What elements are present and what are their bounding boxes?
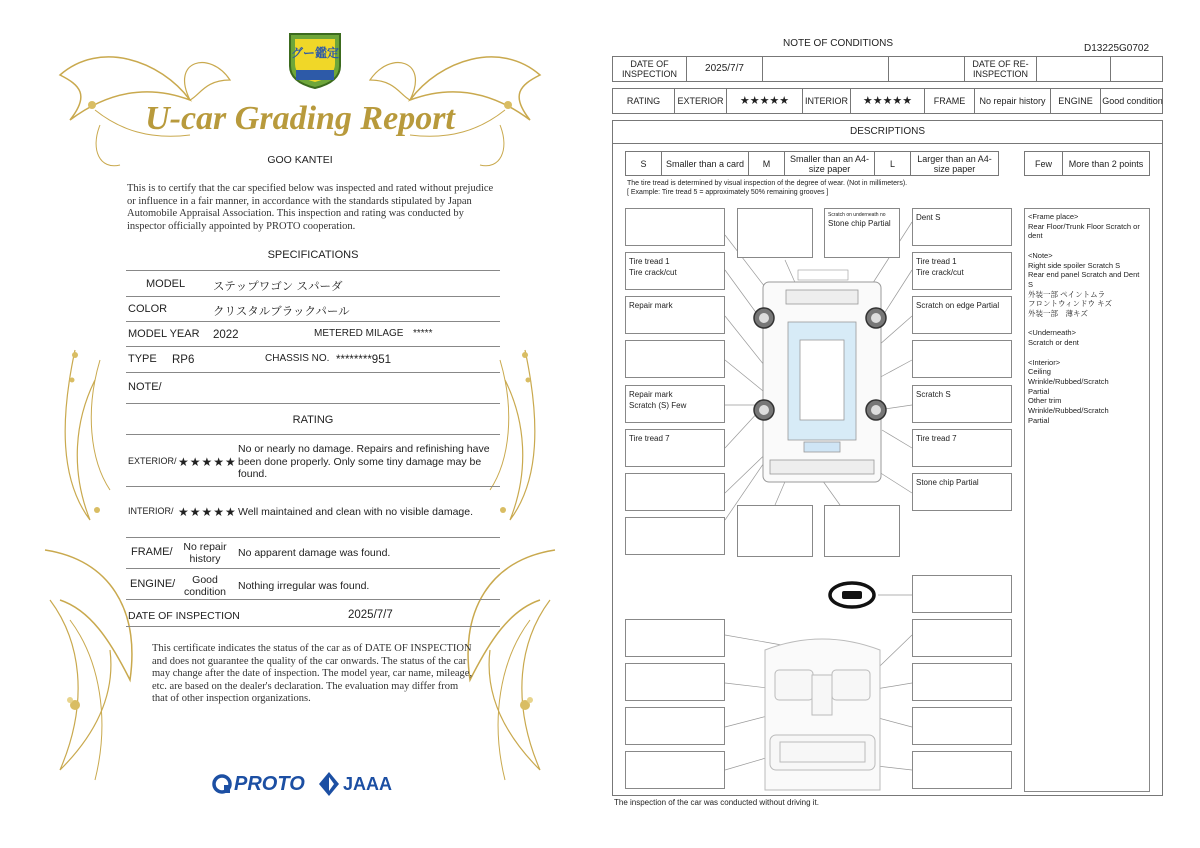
annotation-box [912,340,1012,378]
annotation-right-edge: Scratch on edge Partial [912,296,1012,334]
annotation-box [625,340,725,378]
goo-kantei-badge-icon [286,30,344,90]
engine-label: ENGINE [1051,89,1101,113]
annotation-box [824,505,900,557]
legend-s: S [626,152,662,175]
legend-s-desc: Smaller than a card [662,152,749,175]
interior-stars: ★★★★★ [178,505,237,519]
annotation-box [625,208,725,246]
engine-description: Nothing irregular was found. [238,580,370,592]
underneath-small-text: Scratch on underneath no [828,212,886,218]
divider [126,321,500,322]
divider [126,434,500,435]
divider [126,486,500,487]
annotation-right-front-tire: Tire tread 1 Tire crack/cut [912,252,1012,290]
proto-mark-icon [212,773,232,795]
annotation-box [912,663,1012,701]
annotation-box [912,707,1012,745]
date-of-inspection-label: DATE OF INSPECTION [613,57,687,81]
annotation-box [912,575,1012,613]
note-of-conditions [600,0,1200,848]
engine-value: Good condition [183,574,227,598]
legend-few-desc: More than 2 points [1068,158,1144,169]
mileage-value: ***** [413,328,433,339]
underneath-main-text: Stone chip Partial [828,219,891,228]
document-id: D13225G0702 [1084,43,1150,54]
divider [126,270,500,271]
exterior-stars: ★★★★★ [727,89,803,113]
legend-m-desc: Smaller than an A4-size paper [785,152,875,175]
date-of-inspection-value: 2025/7/7 [687,57,763,81]
date-of-inspection-label: DATE OF INSPECTION [128,610,240,622]
annotation-box [625,751,725,789]
annotation-left-repair: Repair mark [625,296,725,334]
model-year-label: MODEL YEAR [128,328,200,340]
annotation-dent: Dent S [912,208,1012,246]
divider [126,568,500,569]
color-label: COLOR [128,303,168,315]
note-label: NOTE/ [128,381,162,393]
chassis-value: ********951 [336,354,391,366]
tread-note: The tire tread is determined by visual inspection of the degree of wear. (Not in millimeters). [627,180,908,187]
badge-text: グー鑑定 [290,46,339,60]
inspection-footer-note: The inspection of the car was conducted without driving it. [614,798,819,807]
engine-value: Good condition [1102,96,1163,106]
car-interior-view-icon [765,639,880,790]
annotation-box [737,208,813,258]
frame-label: FRAME/ [131,546,173,558]
certification-statement: This is to certify that the car specified below was inspected and rated without prejudice or influence in a fair manner, in accordance with the standards stipulated by Japan Automobile Appraisal Association. This inspection and rating was conducted by inspector officially appointed by PROTO cooperation. [127,183,494,232]
annotation-underneath [824,208,900,258]
annotation-right-stone: Stone chip Partial [912,473,1012,511]
annotation-box [625,517,725,555]
annotation-box [625,619,725,657]
proto-logo-text: PROTO [234,772,305,795]
annotation-right-rear-tire: Tire tread 7 [912,429,1012,467]
mileage-label: METERED MILAGE [314,328,404,339]
annotation-box [625,473,725,511]
legend-few: Few [1025,152,1063,175]
interior-stars: ★★★★★ [851,89,925,113]
divider [126,296,500,297]
car-top-view-icon [754,270,886,482]
report-subtitle: GOO KANTEI [267,154,333,166]
divider [126,537,500,538]
annotation-box [625,707,725,745]
annotation-box [912,751,1012,789]
model-label: MODEL [146,278,186,290]
annotation-box [625,663,725,701]
annotation-box [737,505,813,557]
divider [126,346,500,347]
exterior-label: EXTERIOR [675,89,727,113]
side-notes-panel: <Frame place> Rear Floor/Trunk Floor Scratch or dent <Note> Right side spoiler Scratch S Rear end panel Scratch and Dent S 外装一部 ペイントムラ フロントウィンドウ キズ 外装一部 薄キズ <Underneath> Scratch or dent <Interior> Ceiling Wrinkle/Rubbed/Scratch Partial Other trim Wrinkle/Rubbed/Scratch Partial [1024,208,1150,792]
interior-label: INTERIOR [803,89,851,113]
divider [126,403,500,404]
specifications-heading: SPECIFICATIONS [267,249,359,261]
note-title: NOTE OF CONDITIONS [783,38,893,49]
type-value: RP6 [172,354,195,366]
divider [126,372,500,373]
divider [126,626,500,627]
annotation-left-repair-scratch: Repair mark Scratch (S) Few [625,385,725,423]
certificate-disclaimer: This certificate indicates the status of the car as of DATE OF INSPECTION and does not guarantee the quality of the car onwards. The status of the car may change after the date of inspection. The model year, car name, mileage, etc. are based on the dealer's declaration. The evaluation may differ from that of other inspection organizations. [152,643,473,704]
proto-logo [212,770,312,798]
annotation-box [912,619,1012,657]
steering-wheel-icon [830,583,874,607]
frame-description: No apparent damage was found. [238,547,391,559]
reinspection-label: DATE OF RE-INSPECTION [965,57,1037,81]
interior-description: Well maintained and clean with no visible damage. [238,506,474,518]
jaaa-logo [318,770,408,798]
interior-label: INTERIOR/ [128,506,174,516]
legend-l: L [875,152,911,175]
exterior-description: No or nearly no damage. Repairs and refinishing have been done properly. Only some tiny damage may be found. [238,443,490,480]
frame-value: No repair history [183,541,227,565]
type-label: TYPE [128,353,157,365]
chassis-label: CHASSIS NO. [265,353,330,364]
rating-label: RATING [613,89,675,113]
descriptions-heading: DESCRIPTIONS [613,121,1162,144]
jaaa-mark-icon [318,771,340,797]
frame-label: FRAME [925,89,975,113]
annotation-right-scratch: Scratch S [912,385,1012,423]
exterior-stars: ★★★★★ [178,455,237,469]
exterior-label: EXTERIOR/ [128,456,177,466]
legend-l-desc: Larger than an A4-size paper [917,153,992,174]
divider [126,599,500,600]
annotation-left-front-tire: Tire tread 1 Tire crack/cut [625,252,725,290]
model-year-value: 2022 [213,329,239,341]
model-value: ステップワゴン スパーダ [213,281,343,293]
frame-value: No repair history [975,89,1051,113]
date-of-inspection-value: 2025/7/7 [348,609,393,621]
engine-label: ENGINE/ [130,578,176,590]
color-value: クリスタルブラックパール [213,306,350,318]
rating-heading: RATING [292,414,334,426]
tread-example: [ Example: Tire tread 5 = approximately 50% remaining grooves ] [627,189,829,196]
legend-m: M [749,152,785,175]
annotation-left-rear-tire: Tire tread 7 [625,429,725,467]
report-title: U-car Grading Report [145,100,455,137]
jaaa-logo-text: JAAA [343,773,393,794]
